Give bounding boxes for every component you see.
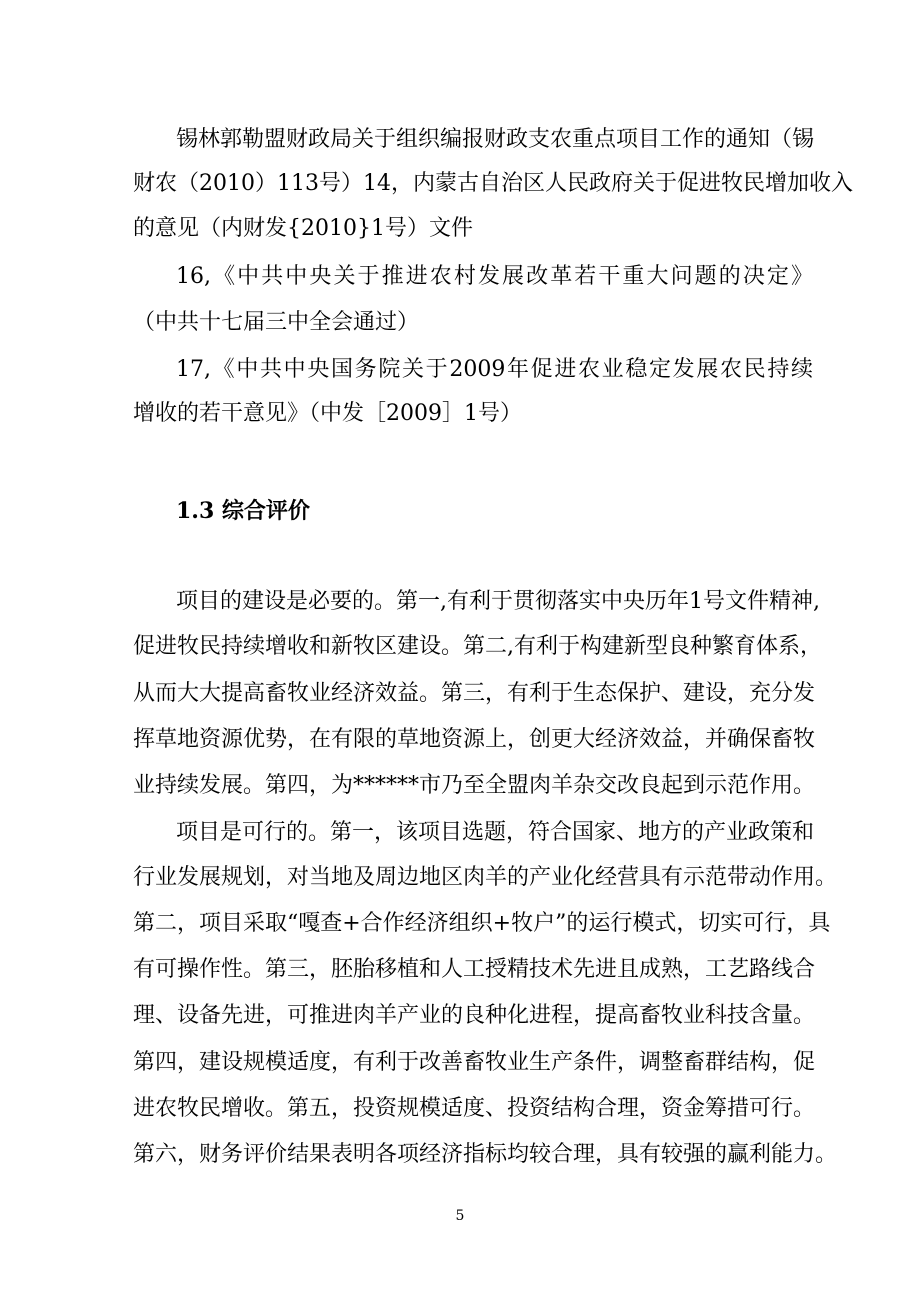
paragraph-line: 促进牧民持续增收和新牧区建设。第二,有利于构建新型良种繁育体系， xyxy=(133,634,822,659)
ref-line: 财农（2010）113号）14，内蒙古自治区人民政府关于促进牧民增加收入 xyxy=(133,171,853,196)
paragraph-line: 从而大大提高畜牧业经济效益。第三，有利于生态保护、建设，充分发 xyxy=(133,681,816,706)
page-number: 5 xyxy=(455,1208,465,1224)
paragraph-line: 有可操作性。第三，胚胎移植和人工授精技术先进且成熟，工艺路线合 xyxy=(133,957,816,982)
ref-line: 17,《中共中央国务院关于2009年促进农业稳定发展农民持续 xyxy=(176,357,813,382)
paragraph-line: 项目的建设是必要的。第一,有利于贯彻落实中央历年1号文件精神, xyxy=(176,589,820,614)
paragraph-line: 第二，项目采取“嘎查+合作经济组织+牧户”的运行模式，切实可行，具 xyxy=(133,911,831,936)
paragraph-line: 挥草地资源优势，在有限的草地资源上，创更大经济效益，并确保畜牧 xyxy=(133,727,816,752)
ref-line: 的意见（内财发{2010}1号）文件 xyxy=(133,216,473,241)
ref-line: （中共十七届三中全会通过） xyxy=(133,310,420,335)
paragraph-line: 项目是可行的。第一，该项目选题，符合国家、地方的产业政策和 xyxy=(176,820,815,845)
ref-line: 16,《中共中央关于推进农村发展改革若干重大问题的决定》 xyxy=(176,264,813,289)
paragraph-line: 进农牧民增收。第五，投资规模适度、投资结构合理，资金筹措可行。 xyxy=(133,1096,816,1121)
paragraph-line: 行业发展规划，对当地及周边地区肉羊的产业化经营具有示范带动作用。 xyxy=(133,865,838,890)
section-heading: 1.3 综合评价 xyxy=(176,498,310,524)
paragraph-line: 业持续发展。第四，为******市乃至全盟肉羊杂交改良起到示范作用。 xyxy=(133,773,816,798)
ref-line: 增收的若干意见》（中发［2009］1号） xyxy=(133,401,522,426)
paragraph-line: 第四，建设规模适度，有利于改善畜牧业生产条件，调整畜群结构，促 xyxy=(133,1050,816,1075)
paragraph-line: 理、设备先进，可推进肉羊产业的良种化进程，提高畜牧业科技含量。 xyxy=(133,1003,816,1028)
paragraph-line: 第六，财务评价结果表明各项经济指标均较合理，具有较强的赢利能力。 xyxy=(133,1142,838,1167)
ref-line: 锡林郭勒盟财政局关于组织编报财政支农重点项目工作的通知（锡 xyxy=(176,127,815,152)
